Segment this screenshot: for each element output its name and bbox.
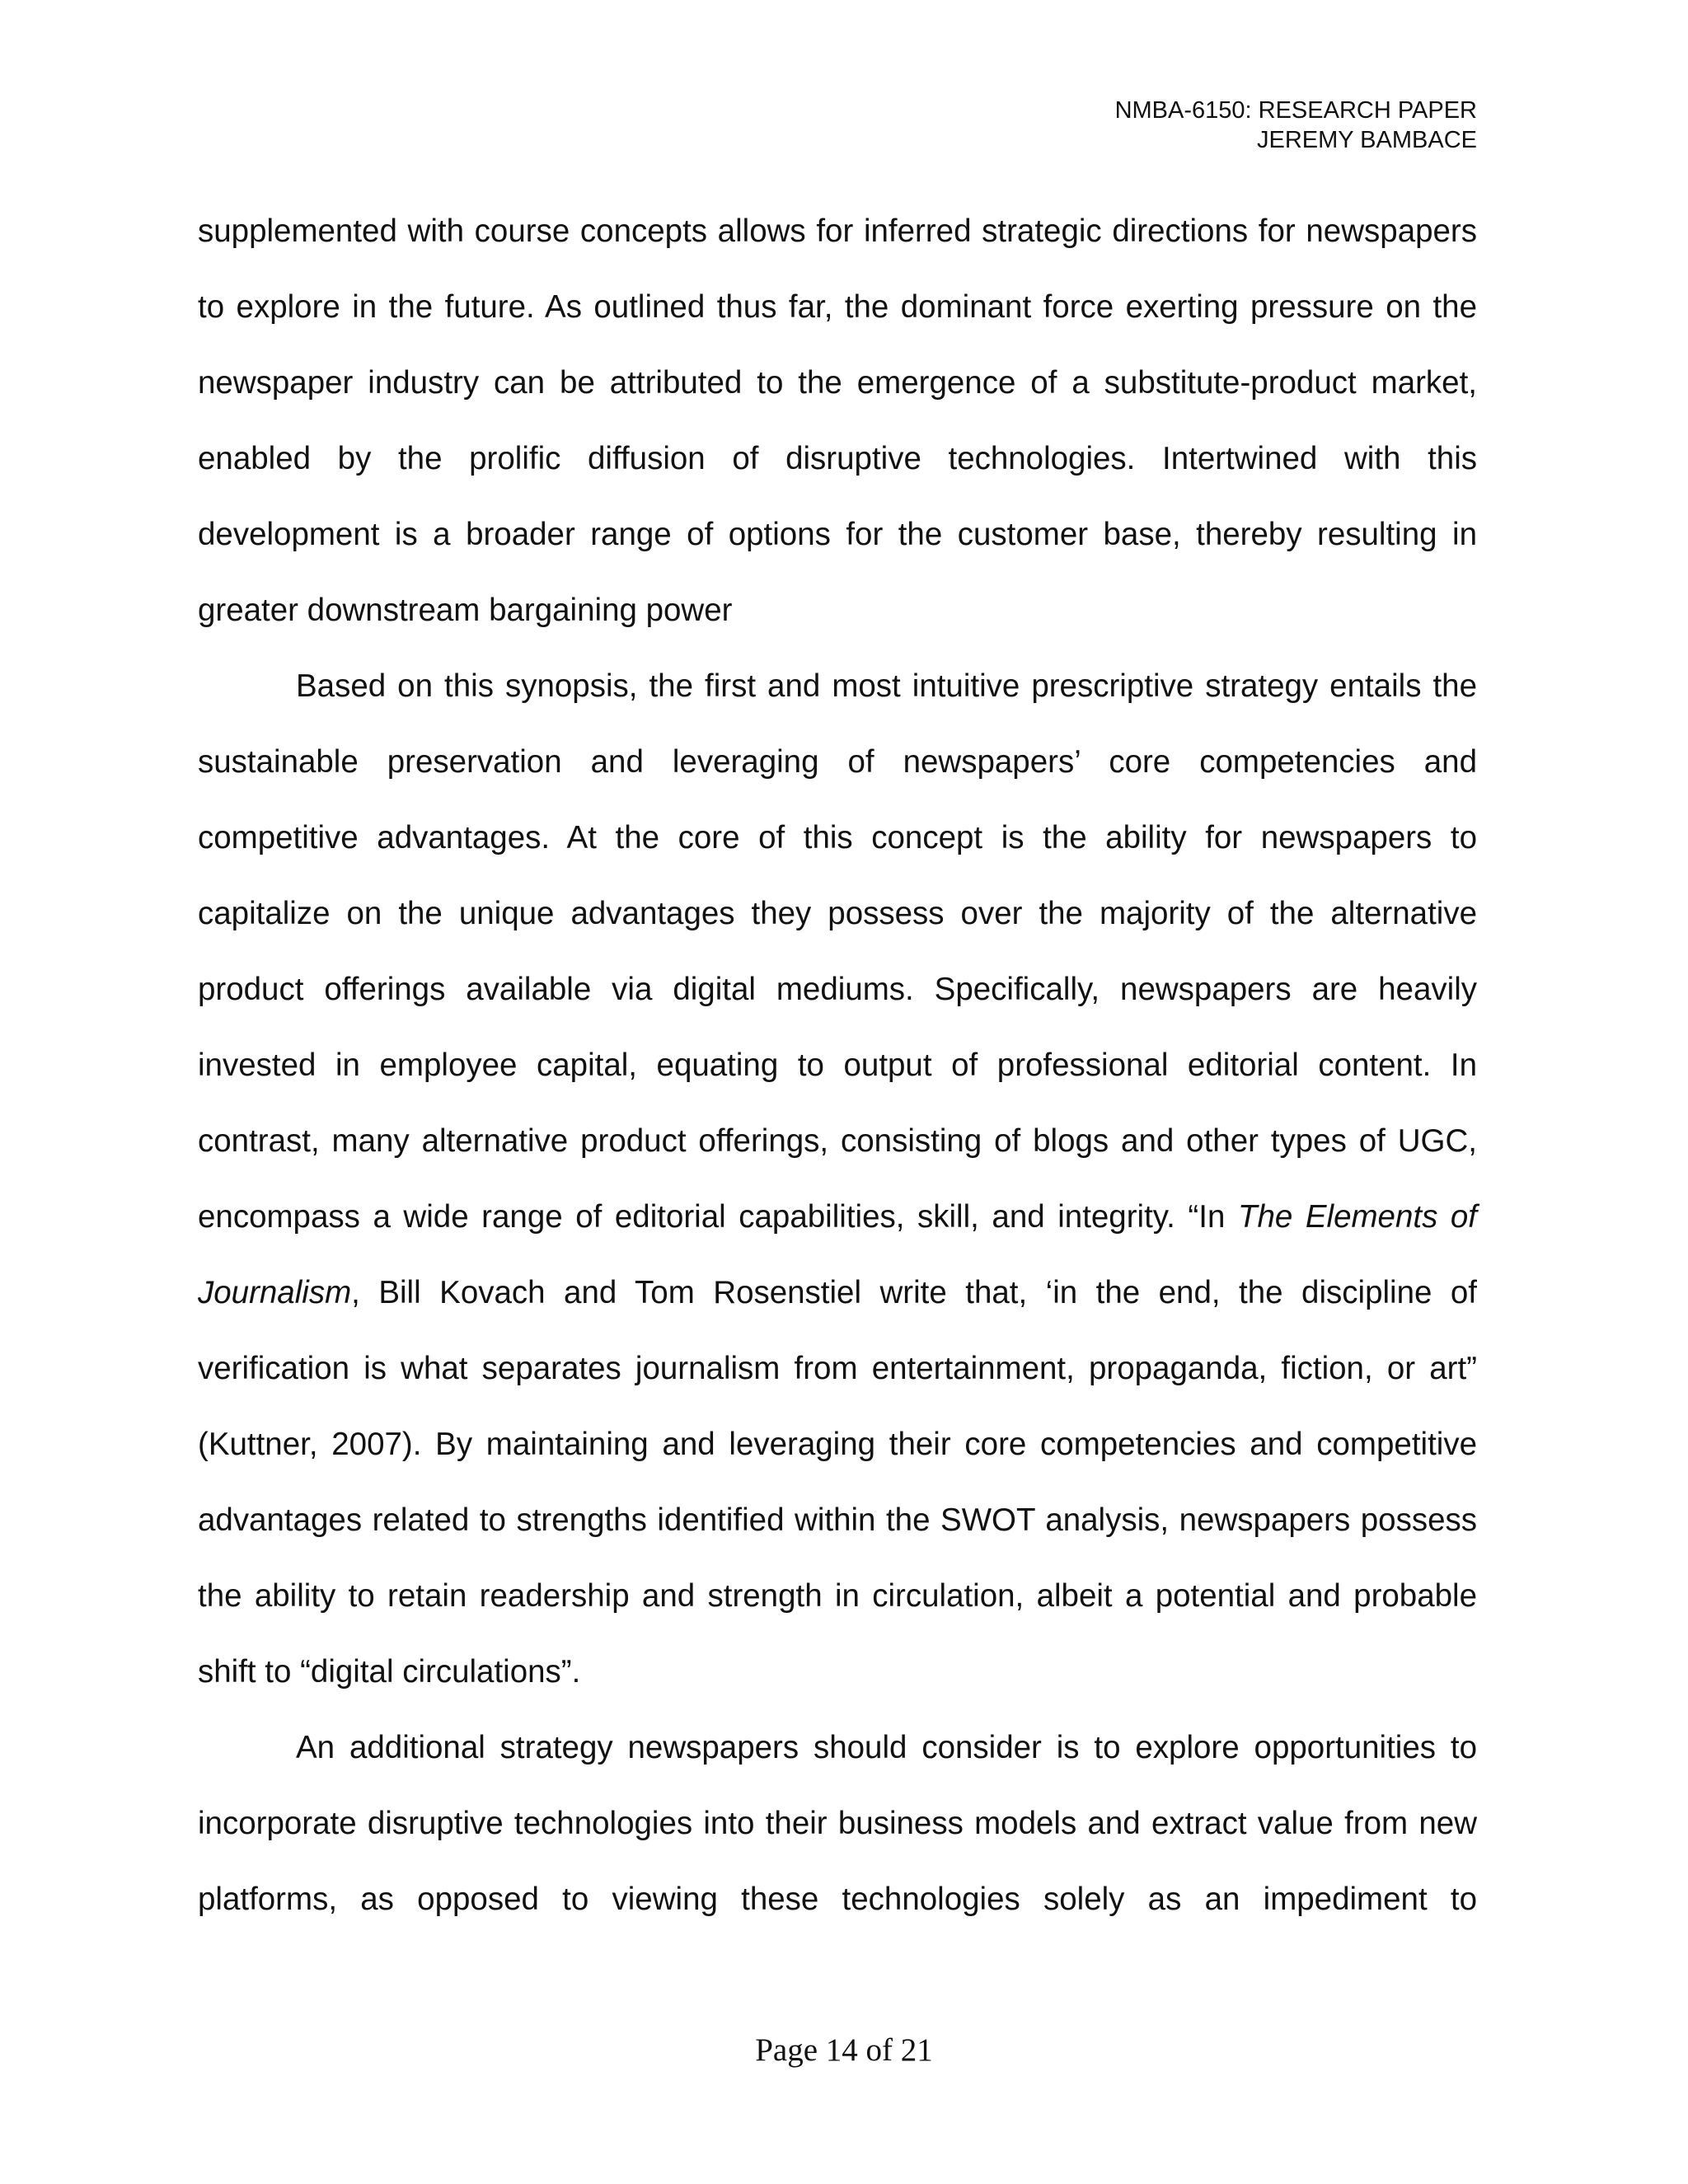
document-body	[198, 194, 1477, 1938]
page-number: Page 14 of 21	[755, 2032, 933, 2068]
book-title: The Elements of Journalism	[198, 1199, 1478, 1310]
paragraph-2	[198, 649, 1477, 1710]
paragraph-1: supplemented with course concepts allows for inferred strategic directions for newspapers to explore in the future. As outlined thus far, the dominant force exerting pressure on the newspaper industry can be attributed to the emergence of a substitute-product market, enabled by the prolific diffusion of disruptive technologies. Intertwined with this development is a broader range of options for the customer base, thereby resulting in greater downstream bargaining power	[198, 213, 1477, 628]
paragraph-3: An additional strategy newspapers should consider is to explore opportunities to incorporate disruptive technologies into their business models and extract value from new platforms, as opposed to viewing these technologies solely as an impediment to	[198, 1730, 1477, 1917]
running-header	[1115, 96, 1477, 155]
header-course: NMBA-6150: RESEARCH PAPER	[1114, 97, 1477, 124]
paragraph-2-part-a: Based on this synopsis, the first and most intuitive prescriptive strategy entails the sustainable preservation and leveraging of newspapers’ core competencies and competitive advantages. At the core of this concept is the ability for newspapers to capitalize on the unique advantages they possess over the majority of the alternative product offerings available via digital mediums. Specifically, newspapers are heavily invested in employee capital, equating to output of professional editorial content. In contrast, many alternative product offerings, consisting of blogs and other types of UGC, encompass a wide range of editorial capabilities, skill, and integrity. “In	[198, 668, 1477, 1235]
header-author: JEREMY BAMBACE	[1257, 127, 1477, 153]
paragraph-2-part-b: , Bill Kovach and Tom Rosenstiel write that, ‘in the end, the discipline of verification is what separates journalism from entertainment, propaganda, fiction, or art” (Kuttner, 2007). By maintaining and leveraging their core competencies and competitive advantages related to strengths identified within the SWOT analysis, newspapers possess the ability to retain readership and strength in circulation, albeit a potential and probable shift to “digital circulations”.	[198, 1275, 1477, 1690]
